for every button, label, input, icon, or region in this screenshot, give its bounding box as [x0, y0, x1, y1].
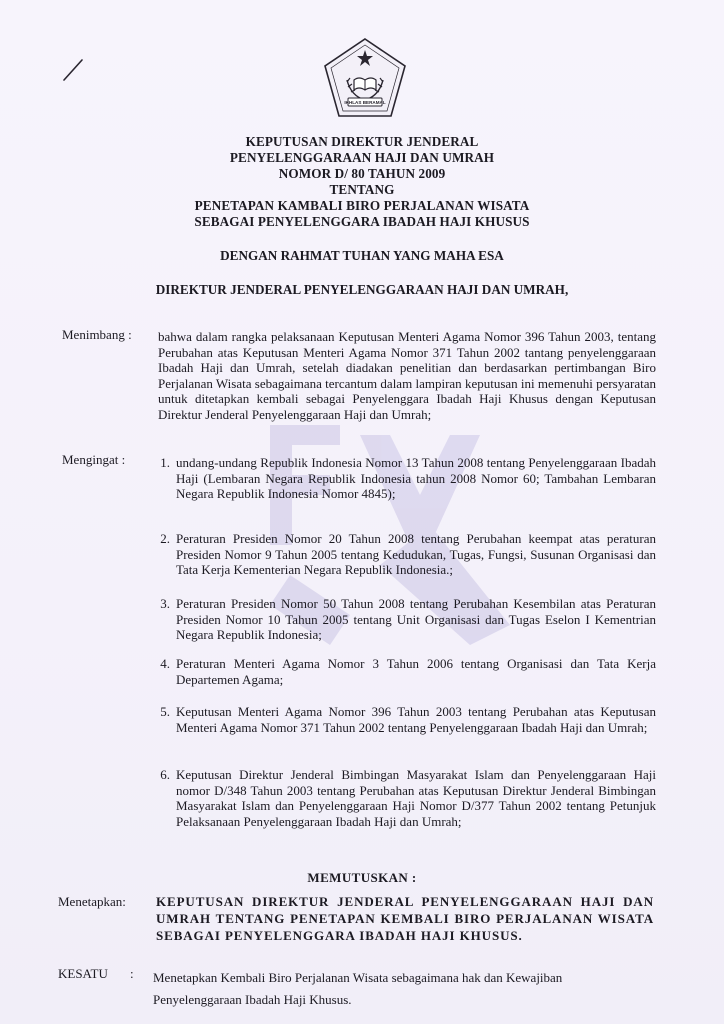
list-item-number: 5. — [160, 704, 170, 719]
kesatu-colon: : — [130, 966, 134, 981]
list-item-number: 3. — [160, 596, 170, 611]
kesatu-label: KESATU — [58, 966, 108, 981]
title-line: PENYELENGGARAAN HAJI DAN UMRAH — [229, 150, 495, 165]
emblem-ribbon-text: IKHLAS BERAMAL — [344, 100, 386, 106]
list-item-number: 6. — [160, 767, 170, 782]
list-item-number: 2. — [160, 531, 170, 546]
title-line: PENETAPAN KAMBALI BIRO PERJALANAN WISATA — [194, 198, 530, 213]
list-item-number: 1. — [160, 455, 170, 470]
menimbang-text: bahwa dalam rangka pelaksanaan Keputusan Menteri Agama Nomor 396 Tahun 2003, tentang Perubahan atas Keputusan Menteri Agama Nomor 371 Tahun 2002 tantang penyelenggaraan Ibadah Haji dan Umrah, setelah diadakan penelitian dan berdasarkan pertimbangan Biro Perjalanan Wisata sebagaimana tercantum dalam lampiran keputusan ini memenuhi persyaratan untuk ditetapkan kembali sebagai Penyelenggara Ibadah Haji Khusus dengan Keputusan Direktur Jenderal Penyelenggaraan Haji dan Umrah; — [158, 329, 656, 422]
list-item: Peraturan Menteri Agama Nomor 3 Tahun 2006 tentang Organisasi dan Tata Kerja Departemen Agama; — [176, 656, 656, 687]
kemenag-emblem-icon — [321, 36, 409, 120]
title-line: NOMOR D/ 80 TAHUN 2009 — [278, 166, 446, 181]
list-item: Keputusan Direktur Jenderal Bimbingan Masyarakat Islam dan Penyelenggaraan Haji nomor D/348 Tahun 2003 tentang Perubahan atas Keputusan Direktur Jenderal Bimbingan Masyarakat Islam dan Penyelenggaraan Haji Nomor D/377 Tahun 2002 tentang Petunjuk Pelaksanaan Penyelenggaraan Ibadah Haji dan Umrah; — [176, 767, 656, 829]
pen-stroke-mark — [60, 56, 88, 84]
title-line: SEBAGAI PENYELENGGARA IBADAH HAJI KHUSUS — [194, 214, 530, 229]
title-line: TENTANG — [329, 182, 395, 197]
list-item: undang-undang Republik Indonesia Nomor 13 Tahun 2008 tentang Penyelenggaraan Ibadah Haji (Lembaran Negara Republik Indonesia tahun 2008 Nomor 60; Tambahan Lembaran Negara Republik Indonesia Nomor 4845); — [176, 455, 656, 502]
kesatu-text: Menetapkan Kembali Biro Perjalanan Wisata sebagaimana hak dan Kewajiban Penyelenggaraan Ibadah Haji Khusus. — [153, 970, 563, 1007]
list-item-number: 4. — [160, 656, 170, 671]
list-item: Peraturan Presiden Nomor 20 Tahun 2008 tentang Perubahan keempat atas peraturan Presiden Nomor 9 Tahun 2005 tentang Kedudukan, Tugas, Fungsi, Susunan Organisasi dan Tata Kerja Kementerian Negara Republik Indonesia.; — [176, 531, 656, 578]
rahmat-line: DENGAN RAHMAT TUHAN YANG MAHA ESA — [220, 248, 504, 263]
memutuskan-heading: MEMUTUSKAN : — [307, 870, 417, 885]
direktur-line: DIREKTUR JENDERAL PENYELENGGARAAN HAJI DAN UMRAH, — [155, 282, 569, 297]
menimbang-label: Menimbang : — [62, 327, 132, 342]
decree-title — [120, 134, 604, 230]
menetapkan-label: Menetapkan: — [58, 894, 126, 909]
menetapkan-text: KEPUTUSAN DIREKTUR JENDERAL PENYELENGGARAAN HAJI DAN UMRAH TENTANG PENETAPAN KEMBALI BIRO PERJALANAN WISATA SEBAGAI PENYELENGGARA IBADAH HAJI KHUSUS. — [156, 894, 654, 943]
mengingat-label: Mengingat : — [62, 452, 126, 467]
list-item: Peraturan Presiden Nomor 50 Tahun 2008 tentang Perubahan Kesembilan atas Peraturan Presiden Nomor 10 Tahun 2005 tentang Unit Organisasi dan Tugas Eselon I Kementrian Negara Republik Indonesia; — [176, 596, 656, 643]
title-line: KEPUTUSAN DIREKTUR JENDERAL — [245, 134, 479, 149]
list-item: Keputusan Menteri Agama Nomor 396 Tahun 2003 tentang Perubahan atas Keputusan Menteri Agama Nomor 371 Tahun 2002 tentang Penyelenggaraan Ibadah Haji dan Umrah; — [176, 704, 656, 735]
